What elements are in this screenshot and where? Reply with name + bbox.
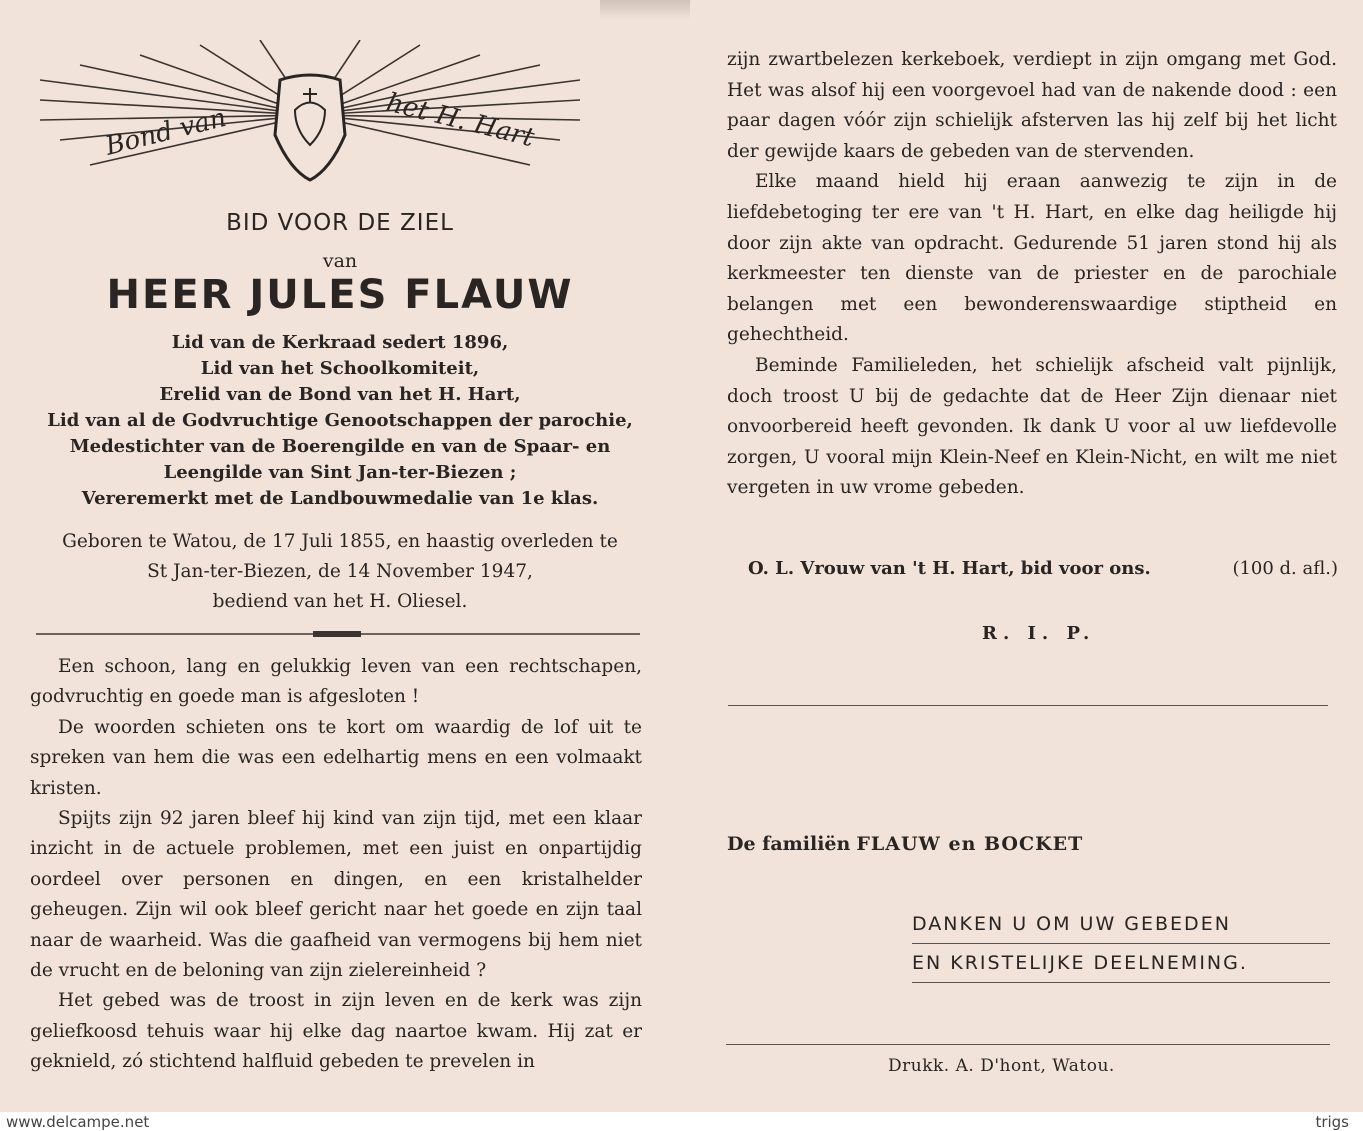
watermark-right: trigs (1315, 1113, 1349, 1131)
emblem-text-right: het H. Hart (383, 87, 538, 154)
van-label: van (322, 250, 358, 272)
sacred-heart-emblem-icon (40, 40, 580, 190)
paragraph: zijn zwartbelezen kerkeboek, verdiept in zijn omgang met God. Het was alsof hij een voorgevoel had van de nakende dood : een paar dagen vóór zijn schielijk afsterven las hij zelf bij het licht der gewijde kaars de gebeden van de stervenden. (727, 49, 1337, 162)
paragraph: Elke maand hield hij eraan aanwezig te zijn in de liefdebetoging ter ere van 't H. Hart, en elke dag heiligde hij door zijn akte van opdracht. Gedurende 51 jaren stond hij als kerkmeester ten dienste van de priester en de parochiale belangen met een bewonderenswaardige stiptheid en gehechtheid. (727, 171, 1337, 346)
printer-credit: Drukk. A. D'hont, Watou. (888, 1056, 1115, 1076)
paragraph: De woorden schieten ons te kort om waardig de lof uit te spreken van hem die was een edelhartig mens en een volmaakt kristen. (30, 716, 642, 799)
heading-pray: BID VOOR DE ZIEL (226, 210, 454, 236)
title-line: Lid van de Kerkraad sedert 1896, (171, 332, 509, 353)
families-names: FLAUW en BOCKET (856, 833, 1084, 855)
watermark-bar (0, 1112, 1363, 1131)
title-line: Vereremerkt met de Landbouwmedalie van 1e klas. (81, 488, 599, 509)
born-line: St Jan-ter-Biezen, de 14 November 1947, (147, 561, 533, 582)
thanks-block (912, 905, 1330, 983)
rip-text: R. I. P. (982, 623, 1096, 644)
deceased-name: HEER JULES FLAUW (106, 272, 574, 318)
title-line: Erelid van de Bond van het H. Hart, (159, 384, 521, 405)
title-line: Lid van al de Godvruchtige Genootschappen der parochie, (47, 410, 633, 431)
indulgence-text: (100 d. afl.) (1232, 558, 1338, 579)
paragraph: Het gebed was de troost in zijn leven en de kerk was zijn geliefkoosd tehuis waar hij elke dag naartoe kwam. Hij zat er geknield, zó stichtend halfluid gebeden te prevelen in (30, 990, 642, 1073)
born-line: Geboren te Watou, de 17 Juli 1855, en haastig overleden te (62, 531, 618, 552)
divider (728, 705, 1328, 706)
prayer-text: O. L. Vrouw van 't H. Hart, bid voor ons. (748, 558, 1151, 579)
thanks-line: EN KRISTELIJKE DEELNEMING. (912, 944, 1330, 983)
divider (726, 1044, 1330, 1045)
left-body-text (30, 652, 642, 1078)
divider-ornament (313, 631, 361, 637)
right-body-text (727, 45, 1337, 504)
title-line: Lid van het Schoolkomiteit, (200, 358, 480, 379)
thanks-line: DANKEN U OM UW GEBEDEN (912, 905, 1330, 944)
watermark-left: www.delcampe.net (6, 1113, 150, 1131)
paragraph: Beminde Familieleden, het schielijk afscheid valt pijnlijk, doch troost U bij de gedachte dat de Heer Zijn dienaar niet onvoorbereid heeft gevonden. Ik dank U voor al uw liefdevolle zorgen, U vooral mijn Klein-Neef en Klein-Nicht, en wilt me niet vergeten in uw vrome gebeden. (727, 354, 1337, 499)
families-prefix: De familiën (727, 833, 851, 855)
born-line: bediend van het H. Oliesel. (212, 591, 468, 612)
paragraph: Spijts zijn 92 jaren bleef hij kind van zijn tijd, met een klaar inzicht in de actuele problemen, met een juist en onpartijdig oordeel over personen en dingen, en een kristalhelder geheugen. Zijn wil ook bleef gericht naar het goede en zijn taal naar de waarheid. Was die gaafheid van vermogens bij hem niet de vrucht en de beloning van zijn zielereinheid ? (30, 808, 642, 982)
birth-death-info (30, 527, 650, 617)
emblem-text-left: Bond van (102, 102, 230, 162)
prayer-line (748, 558, 1338, 579)
title-line: Medestichter van de Boerengilde en van de Spaar- en (69, 436, 611, 457)
title-line: Leengilde van Sint Jan-ter-Biezen ; (163, 462, 517, 483)
families-line (727, 833, 1083, 855)
titles-list (30, 330, 650, 512)
paragraph: Een schoon, lang en gelukkig leven van een rechtschapen, godvruchtig en goede man is afgesloten ! (30, 656, 642, 708)
